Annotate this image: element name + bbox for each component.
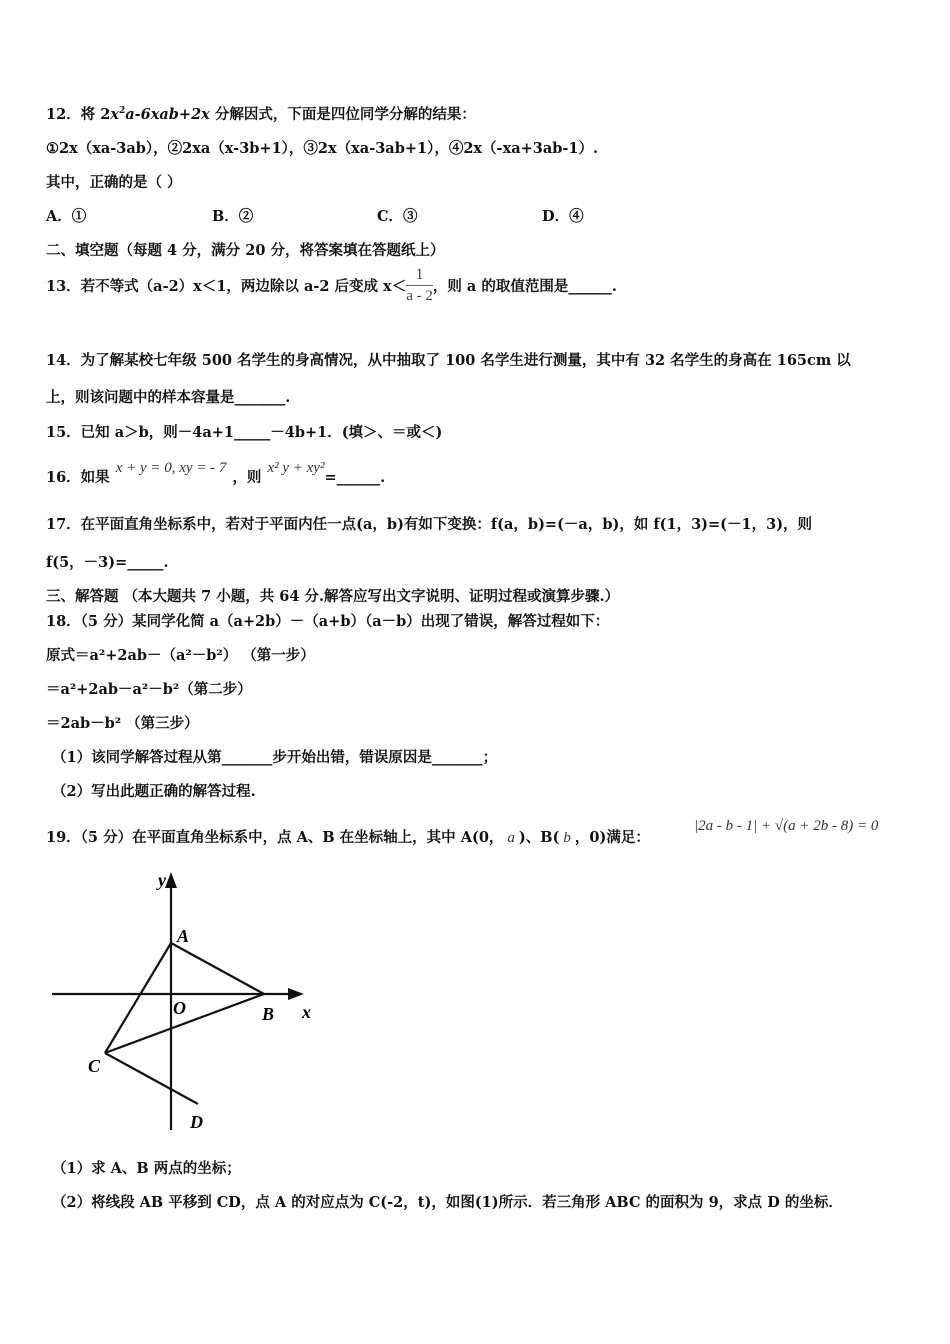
q18-part2: （2）写出此题正确的解答过程. [52, 783, 256, 800]
section2-title: 二、填空题（每题 4 分，满分 20 分，将答案填在答题纸上） [46, 242, 445, 259]
segment-ac [105, 943, 171, 1053]
q19-stem: 19．（5 分）在平面直角坐标系中，点 A、B 在坐标轴上，其中 A(0， a )、B( b ，0)满足： [46, 829, 650, 846]
q18-step3: ＝2ab－b² （第三步） [46, 715, 199, 732]
section3-title: 三、解答题 （本大题共 7 小题，共 64 分.解答应写出文字说明、证明过程或演算步骤.） [46, 588, 620, 605]
q12-option-c: C．③ [377, 208, 418, 225]
y-axis-arrow [165, 872, 177, 888]
coordinate-figure [40, 868, 330, 1138]
label-b: B [262, 1004, 275, 1024]
q14-line2: 上，则该问题中的样本容量是_______. [46, 389, 291, 406]
q18-part1: （1）该同学解答过程从第_______步开始出错，错误原因是_______； [52, 749, 498, 766]
q12-option-d: D．④ [542, 208, 584, 225]
q12-option-a: A．① [46, 208, 87, 225]
q18-step1: 原式＝a²+2ab－（a²－b²） （第一步） [46, 647, 315, 664]
q15: 15．已知 a＞b，则－4a+1_____－4b+1．(填＞、＝或＜) [46, 424, 443, 441]
q17-line2: f(5，－3)=_____. [46, 554, 169, 571]
q19-part2: （2）将线段 AB 平移到 CD，点 A 的对应点为 C(-2，t)，如图(1)所示．若三角形 ABC 的面积为 9，求点 D 的坐标． [52, 1194, 843, 1211]
q18-step2: ＝a²+2ab－a²－b²（第二步） [46, 681, 252, 698]
q12-stem: 12．将 $2x^2a-6xab+2x$ 分解因式，下面是四位同学分解的结果： [46, 106, 476, 123]
q14-line1: 14．为了解某校七年级 500 名学生的身高情况，从中抽取了 100 名学生进行测量，其中有 32 名学生的身高在 165cm 以 [46, 352, 851, 369]
label-o: O [173, 998, 186, 1018]
segment-ab [171, 943, 264, 994]
q16-expression: x² y + xy² [267, 460, 325, 476]
label-x: x [302, 1002, 311, 1022]
x-axis-arrow [288, 988, 304, 1000]
q16-condition: x + y = 0, xy = - 7 [115, 460, 227, 476]
q12-option-b: B．② [212, 208, 254, 225]
q19-part1: （1）求 A、B 两点的坐标； [52, 1160, 241, 1177]
q18-stem: 18．（5 分）某同学化简 a（a+2b）－（a+b）（a－b）出现了错误，解答过程如下： [46, 613, 610, 630]
q13: 13．若不等式（a-2）x＜1，两边除以 a-2 后变成 x＜ $\frac{1}{a - 2}$ ，则 a 的取值范围是______. [46, 266, 617, 304]
label-c: C [88, 1056, 101, 1076]
segment-cd [105, 1053, 198, 1104]
q16: 16．如果x + y = 0, xy = - 7，则x² y + xy²=______. [46, 460, 386, 486]
q12-question: 其中，正确的是（ ） [46, 174, 182, 191]
q13-fraction: $\frac{1}{a - 2}$ [406, 266, 433, 304]
q19-condition: |2a - b - 1| + √(a + 2b - 8) = 0 [694, 818, 879, 834]
label-d: D [190, 1112, 203, 1132]
q12-results: ①2x（xa-3ab），②2xa（x-3b+1），③2x（xa-3ab+1），④2x（-xa+3ab-1）. [46, 140, 599, 157]
label-a: A [177, 926, 190, 946]
q17-line1: 17．在平面直角坐标系中，若对于平面内任一点(a，b)有如下变换：f(a，b)=(－a，b)，如 f(1，3)=(－1，3)，则 [46, 516, 813, 533]
label-y: y [158, 870, 166, 890]
